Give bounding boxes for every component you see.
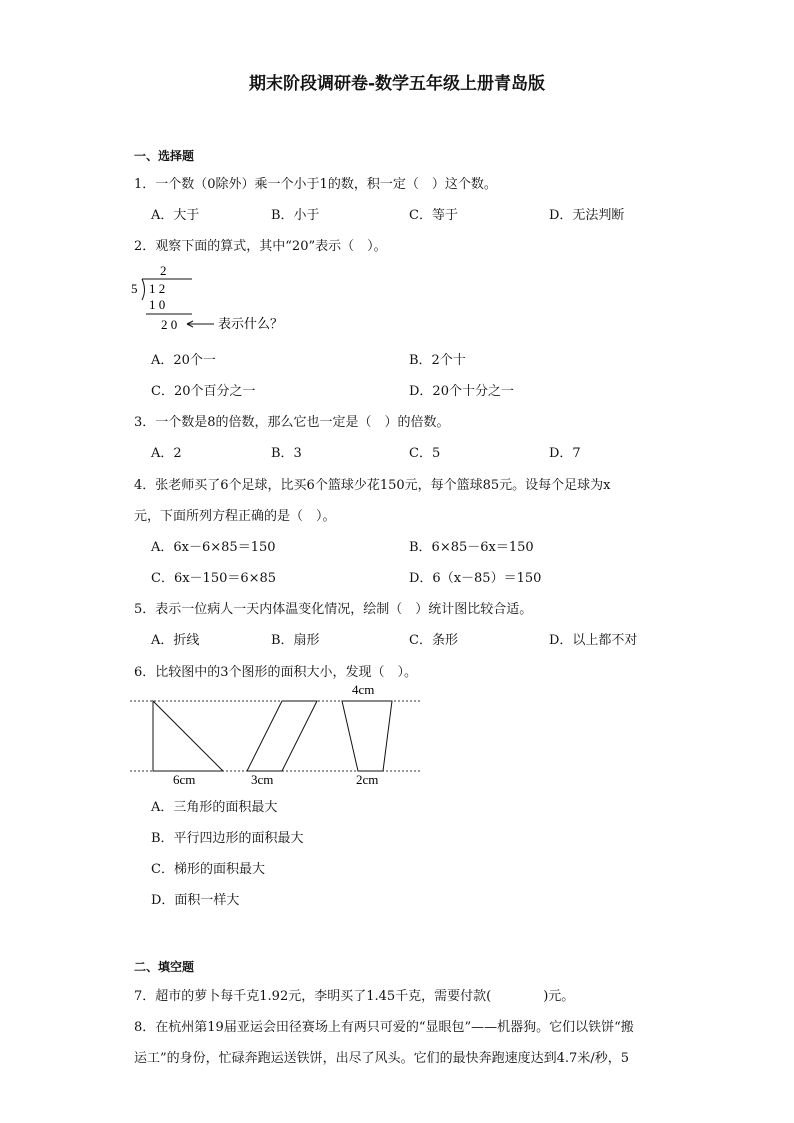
section-heading-fill: 二、填空题 [134, 960, 195, 974]
q4-option-b: B．6×85－6x＝150 [409, 540, 534, 555]
q3-option-c: C．5 [409, 446, 441, 461]
division-product: 1 0 [149, 297, 166, 312]
question-3: 3．一个数是8的倍数，那么它也一定是（ ）的倍数。 [134, 415, 450, 430]
q2-option-a: A．20个一 [151, 353, 216, 368]
q5-option-a: A．折线 [151, 633, 200, 648]
q6-option-c: C．梯形的面积最大 [151, 862, 265, 877]
question-1: 1．一个数（0除外）乘一个小于1的数，积一定（ ）这个数。 [134, 177, 497, 192]
q1-option-b: B．小于 [271, 208, 320, 223]
long-division-figure [130, 262, 300, 334]
q1-option-a: A．大于 [151, 208, 200, 223]
section-heading-choice: 一、选择题 [134, 149, 195, 163]
question-8-line-2: 运工”的身份，忙碌奔跑运送铁饼，出尽了风头。它们的最快奔跑速度达到4.7米/秒，5 [134, 1051, 629, 1066]
question-8-line-1: 8．在杭州第19届亚运会田径赛场上有两只可爱的“显眼包”——机器狗。它们以铁饼“搬 [134, 1020, 634, 1035]
division-annotation: 表示什么？ [218, 316, 284, 331]
q2-option-b: B．2个十 [409, 353, 466, 368]
q4-option-d: D．6（x－85）＝150 [409, 571, 542, 586]
q2-option-c: C．20个百分之一 [151, 384, 256, 399]
trapezoid-top-label: 4cm [352, 683, 375, 697]
q3-option-a: A．2 [151, 446, 182, 461]
q6-option-b: B．平行四边形的面积最大 [151, 831, 304, 846]
parallelogram-shape [247, 701, 317, 771]
division-dividend: 1 2 [149, 281, 166, 296]
question-7: 7．超市的萝卜每千克1.92元，李明买了1.45千克，需要付款( )元。 [134, 989, 575, 1004]
question-2: 2．观察下面的算式，其中“20”表示（ ）。 [134, 239, 387, 254]
q1-option-c: C．等于 [409, 208, 458, 223]
division-divisor: 5 [131, 281, 138, 296]
q5-option-b: B．扇形 [271, 633, 320, 648]
division-remainder: 2 0 [161, 317, 178, 332]
trapezoid-shape [342, 701, 392, 771]
page-title: 期末阶段调研卷-数学五年级上册青岛版 [248, 74, 546, 94]
q4-option-c: C．6x－150＝6×85 [151, 571, 277, 586]
q3-option-b: B．3 [271, 446, 302, 461]
q5-option-d: D．以上都不对 [549, 633, 638, 648]
division-quotient: 2 [160, 263, 167, 278]
triangle-base-label: 6cm [173, 772, 196, 787]
q5-option-c: C．条形 [409, 633, 458, 648]
trapezoid-base-label: 2cm [356, 772, 379, 787]
q2-option-d: D．20个十分之一 [409, 384, 514, 399]
question-4-line-1: 4．张老师买了6个足球，比买6个篮球少花150元，每个篮球85元。设每个足球为x [134, 478, 611, 493]
triangle-shape [153, 701, 223, 771]
q4-option-a: A．6x－6×85＝150 [151, 540, 276, 555]
question-4-line-2: 元，下面所列方程正确的是（ ）。 [134, 509, 336, 524]
question-6: 6．比较图中的3个图形的面积大小，发现（ ）。 [134, 665, 418, 680]
shapes-area-figure [130, 683, 420, 789]
question-5: 5．表示一位病人一天内体温变化情况，绘制（ ）统计图比较合适。 [134, 602, 533, 617]
q3-option-d: D．7 [549, 446, 581, 461]
q1-option-d: D．无法判断 [549, 208, 625, 223]
parallelogram-base-label: 3cm [251, 772, 274, 787]
q6-option-a: A．三角形的面积最大 [151, 800, 278, 815]
q6-option-d: D．面积一样大 [151, 893, 240, 908]
